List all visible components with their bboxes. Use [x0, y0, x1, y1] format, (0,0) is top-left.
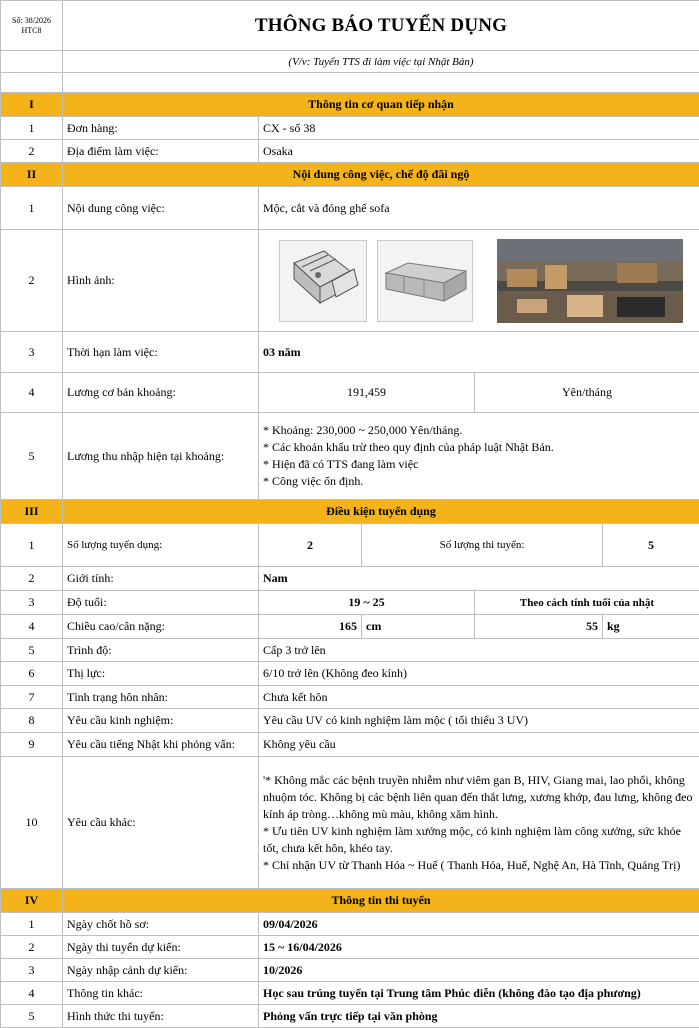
section-header	[1, 163, 699, 187]
row-number: 5	[1, 639, 63, 662]
row-number: 5	[1, 1005, 63, 1028]
table-row	[1, 230, 699, 332]
requirement-paragraph: * Chỉ nhận UV từ Thanh Hóa ~ Huế ( Thanh Hóa, Huế, Nghệ An, Hà Tĩnh, Quảng Trị)	[263, 857, 695, 874]
row-label: Giới tính:	[63, 567, 259, 591]
workshop-photo	[497, 239, 683, 323]
table-row	[1, 936, 699, 959]
weight-unit: kg	[603, 615, 699, 639]
row-number: 2	[1, 567, 63, 591]
table-row	[1, 913, 699, 936]
table-row	[1, 959, 699, 982]
table-row	[1, 413, 699, 500]
document-ref: Số: 38/2026 HTC8	[1, 1, 63, 51]
marital-status-value: Chưa kết hôn	[259, 686, 699, 709]
order-value: CX - số 38	[259, 117, 699, 140]
income-line: * Các khoản khấu trừ theo quy định của pháp luật Nhật Bản.	[263, 439, 695, 456]
job-content-value: Mộc, cắt và đóng ghế sofa	[259, 187, 699, 230]
row-label: Địa điểm làm việc:	[63, 140, 259, 163]
table-row	[1, 567, 699, 591]
row-number: 2	[1, 140, 63, 163]
section-title: Điều kiện tuyển dụng	[63, 500, 699, 524]
row-number: 7	[1, 686, 63, 709]
recruit-count-value: 2	[259, 524, 362, 567]
section-header	[1, 889, 699, 913]
deadline-value: 09/04/2026	[259, 913, 699, 936]
table-row	[1, 662, 699, 686]
page-subtitle: (V/v: Tuyển TTS đi làm việc tại Nhật Bản)	[63, 51, 699, 73]
row-label: Ngày thi tuyển dự kiến:	[63, 936, 259, 959]
table-row	[1, 982, 699, 1005]
subtitle-row	[1, 51, 699, 73]
row-number: 6	[1, 662, 63, 686]
education-value: Cấp 3 trở lên	[259, 639, 699, 662]
row-label: Trình độ:	[63, 639, 259, 662]
table-row	[1, 709, 699, 733]
sofa-image	[377, 240, 473, 322]
base-salary-value: 191,459	[259, 373, 475, 413]
table-row	[1, 140, 699, 163]
table-row	[1, 639, 699, 662]
exam-count-label: Số lượng thi tuyển:	[362, 524, 603, 567]
base-salary-unit: Yên/tháng	[475, 373, 699, 413]
row-number: 4	[1, 615, 63, 639]
spacer-row	[1, 73, 699, 93]
weight-value: 55	[475, 615, 603, 639]
row-label: Ngày chốt hồ sơ:	[63, 913, 259, 936]
row-number: 1	[1, 117, 63, 140]
section-header	[1, 93, 699, 117]
row-number: 4	[1, 373, 63, 413]
table-row	[1, 117, 699, 140]
row-number: 2	[1, 936, 63, 959]
requirement-paragraph: * Ưu tiên UV kinh nghiệm làm xưởng mộc, có kinh nghiệm làm công xưởng, sức khỏe tốt, chưa kết hôn, khéo tay.	[263, 823, 695, 857]
table-row	[1, 1005, 699, 1028]
row-number: 5	[1, 413, 63, 500]
row-number: 1	[1, 524, 63, 567]
age-note: Theo cách tính tuổi của nhật	[475, 591, 699, 615]
income-line: * Khoảng: 230,000 ~ 250,000 Yên/tháng.	[263, 422, 695, 439]
section-number: IV	[1, 889, 63, 913]
row-number: 3	[1, 332, 63, 373]
location-value: Osaka	[259, 140, 699, 163]
other-info-value: Học sau trúng tuyển tại Trung tâm Phúc diễn (không đào tạo địa phương)	[259, 982, 699, 1005]
japanese-requirement-value: Không yêu cầu	[259, 733, 699, 757]
row-label: Yêu cầu kinh nghiệm:	[63, 709, 259, 733]
row-label: Đơn hàng:	[63, 117, 259, 140]
section-title: Nội dung công việc, chế độ đãi ngộ	[63, 163, 699, 187]
row-number: 8	[1, 709, 63, 733]
row-label: Lương cơ bản khoảng:	[63, 373, 259, 413]
row-label: Tình trạng hôn nhân:	[63, 686, 259, 709]
row-number: 1	[1, 187, 63, 230]
row-label: Yêu cầu tiếng Nhật khi phỏng vấn:	[63, 733, 259, 757]
table-row	[1, 615, 699, 639]
exam-format-value: Phỏng vấn trực tiếp tại văn phòng	[259, 1005, 699, 1028]
section-number: II	[1, 163, 63, 187]
experience-value: Yêu cầu UV có kinh nghiệm làm mộc ( tối thiểu 3 UV)	[259, 709, 699, 733]
table-row	[1, 187, 699, 230]
row-label: Chiều cao/cân nặng:	[63, 615, 259, 639]
exam-date-value: 15 ~ 16/04/2026	[259, 936, 699, 959]
row-label: Độ tuổi:	[63, 591, 259, 615]
sofa-frame-image	[279, 240, 367, 322]
row-number: 2	[1, 230, 63, 332]
other-requirements	[259, 757, 699, 889]
header-row	[1, 1, 699, 51]
row-number: 3	[1, 959, 63, 982]
section-title: Thông tin cơ quan tiếp nhận	[63, 93, 699, 117]
images-cell	[259, 230, 699, 332]
section-title: Thông tin thi tuyển	[63, 889, 699, 913]
row-label: Thời hạn làm việc:	[63, 332, 259, 373]
table-row	[1, 373, 699, 413]
height-value: 165	[259, 615, 362, 639]
table-row	[1, 332, 699, 373]
requirement-paragraph: '* Không mắc các bệnh truyền nhiễm như viêm gan B, HIV, Giang mai, lao phổi, không nhuộm tóc. Không bị các bệnh liên quan đến thắt lưng, xương khớp, đau lưng, không đeo kính áp tròng…không mù màu, không xăm hình.	[263, 772, 695, 823]
row-number: 1	[1, 913, 63, 936]
income-details	[259, 413, 699, 500]
table-row	[1, 757, 699, 889]
gender-value: Nam	[259, 567, 699, 591]
work-term-value: 03 năm	[259, 332, 699, 373]
row-label: Hình ảnh:	[63, 230, 259, 332]
row-label: Thị lực:	[63, 662, 259, 686]
row-number: 3	[1, 591, 63, 615]
row-label: Nội dung công việc:	[63, 187, 259, 230]
page-title: THÔNG BÁO TUYỂN DỤNG	[63, 1, 699, 51]
row-label: Lương thu nhập hiện tại khoảng:	[63, 413, 259, 500]
section-number: III	[1, 500, 63, 524]
entry-date-value: 10/2026	[259, 959, 699, 982]
eyesight-value: 6/10 trở lên (Không đeo kính)	[259, 662, 699, 686]
row-label: Hình thức thi tuyển:	[63, 1005, 259, 1028]
row-label: Ngày nhập cảnh dự kiến:	[63, 959, 259, 982]
age-range-value: 19 ~ 25	[259, 591, 475, 615]
table-row	[1, 686, 699, 709]
income-line: * Công việc ổn định.	[263, 473, 695, 490]
height-unit: cm	[362, 615, 475, 639]
row-number: 9	[1, 733, 63, 757]
table-row	[1, 524, 699, 567]
row-label: Thông tin khác:	[63, 982, 259, 1005]
section-header	[1, 500, 699, 524]
table-row	[1, 733, 699, 757]
row-number: 4	[1, 982, 63, 1005]
row-label: Yêu cầu khác:	[63, 757, 259, 889]
row-label: Số lượng tuyển dụng:	[63, 524, 259, 567]
exam-count-value: 5	[603, 524, 699, 567]
section-number: I	[1, 93, 63, 117]
table-row	[1, 591, 699, 615]
income-line: * Hiện đã có TTS đang làm việc	[263, 456, 695, 473]
row-number: 10	[1, 757, 63, 889]
